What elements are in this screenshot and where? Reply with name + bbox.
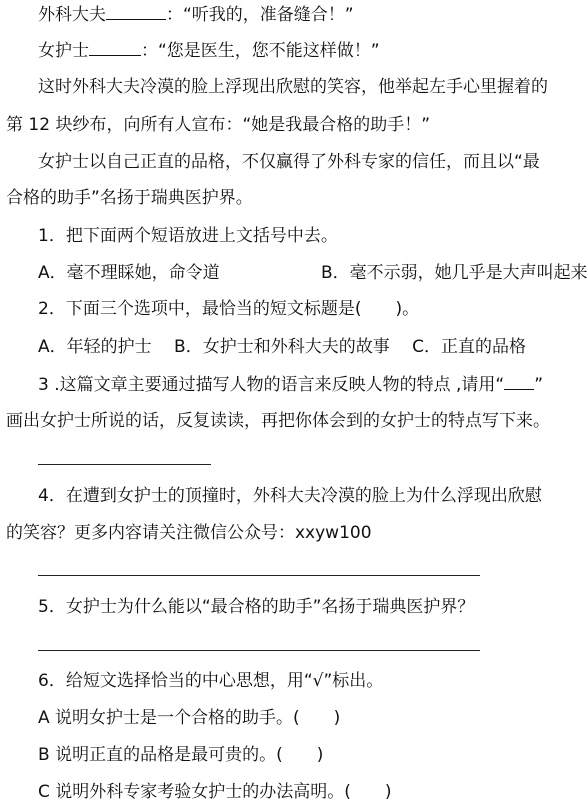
question-3-text: 3 .这篇文章主要通过描写人物的语言来反映人物的特点 ,请用“ <box>38 375 505 395</box>
question-1-option-a: A．毫不理睬她，命令道 <box>38 263 220 283</box>
story-paragraph-2-line-1: 女护士以自己正直的品格，不仅赢得了外科专家的信任，而且以“最 <box>38 152 540 172</box>
question-4-line-1: 4．在遭到女护士的顶撞时，外科大夫冷漠的脸上为什么浮现出欣慰 <box>38 486 542 506</box>
question-3-line-2: 画出女护士所说的话，反复读读，再把你体会到的女护士的特点写下来。 <box>6 411 550 431</box>
nurse-dialogue-line <box>38 39 380 62</box>
question-1: 1．把下面两个短语放进上文括号中去。 <box>38 226 338 246</box>
question-5: 5．女护士为什么能以“最合格的助手”名扬于瑞典医护界？ <box>38 597 475 617</box>
question-1-option-b: B．毫不示弱，她几乎是大声叫起来 <box>321 263 588 283</box>
question-4-line-2: 的笑容？更多内容请关注微信公众号：xxyw100 <box>6 523 372 543</box>
nurse-speaker: 女护士 <box>38 41 89 61</box>
question-3-answer-line[interactable] <box>38 464 211 465</box>
story-paragraph-1-line-1: 这时外科大夫冷漠的脸上浮现出欣慰的笑容，他举起左手心里握着的 <box>38 77 548 97</box>
surgeon-dialogue-line <box>38 3 354 26</box>
question-2: 2．下面三个选项中，最恰当的短文标题是( )。 <box>38 299 420 319</box>
surgeon-quote: ：“听我的，准备缝合！” <box>166 5 354 25</box>
nurse-quote: ：“您是医生，您不能这样做！” <box>141 41 380 61</box>
story-paragraph-1-line-2: 第 12 块纱布，向所有人宣布：“她是我最合格的助手！” <box>6 115 431 135</box>
nurse-answer-blank[interactable] <box>89 39 141 56</box>
question-3-quote-close: ” <box>534 375 544 395</box>
question-6: 6．给短文选择恰当的中心思想，用“√”标出。 <box>38 671 384 691</box>
question-3-underline-mark <box>504 373 534 390</box>
question-2-options: A．年轻的护士 B．女护士和外科大夫的故事 C．正直的品格 <box>38 337 526 357</box>
question-6-option-a[interactable]: A 说明女护士是一个合格的助手。( ) <box>38 708 341 728</box>
question-4-answer-line[interactable] <box>38 575 480 576</box>
surgeon-answer-blank[interactable] <box>106 3 166 20</box>
question-6-option-b[interactable]: B 说明正直的品格是最可贵的。( ) <box>38 745 324 765</box>
surgeon-speaker: 外科大夫 <box>38 5 106 25</box>
story-paragraph-2-line-2: 合格的助手”名扬于瑞典医护界。 <box>6 188 253 208</box>
question-6-option-c[interactable]: C 说明外科专家考验女护士的办法高明。( ) <box>38 782 392 802</box>
question-5-answer-line[interactable] <box>38 650 480 651</box>
question-1-options <box>38 262 588 284</box>
question-3-line-1 <box>38 373 543 396</box>
